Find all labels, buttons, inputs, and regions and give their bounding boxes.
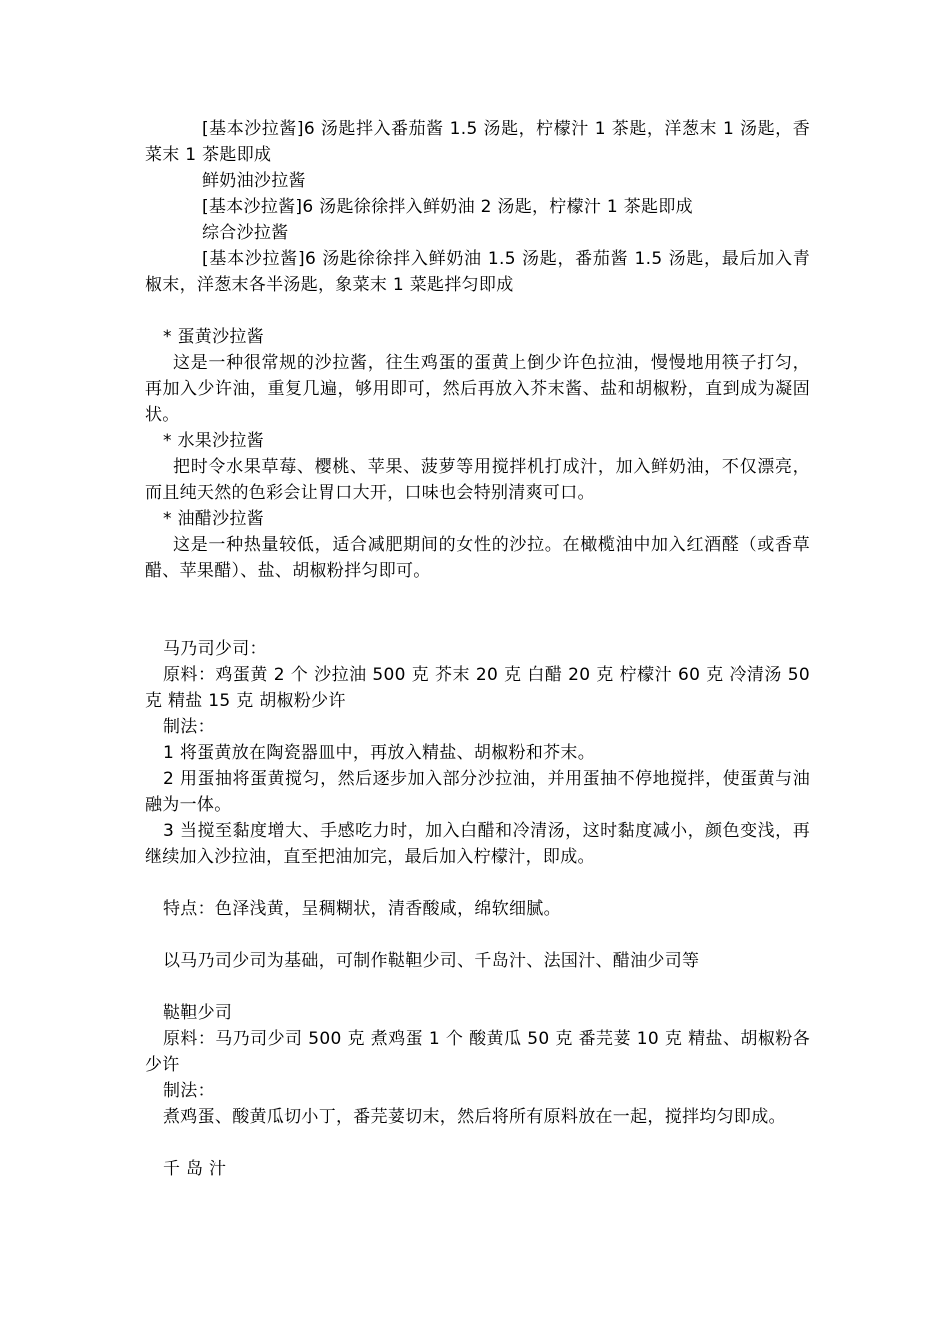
spacer	[145, 298, 810, 324]
paragraph-cream-dressing: [基本沙拉酱]6 汤匙徐徐拌入鲜奶油 2 汤匙，柠檬汁 1 茶匙即成	[202, 197, 693, 217]
paragraph-mayonnaise-derived: 以马乃司少司为基础，可制作鞑靼少司、千岛汁、法国汁、醋油少司等	[163, 951, 700, 971]
paragraph-mayonnaise-ingredients: 原料：鸡蛋黄 2 个 沙拉油 500 克 芥末 20 克 白醋 20 克 柠檬汁 60 克 冷清汤 50 克 精盐 15 克 胡椒粉少许	[145, 665, 810, 711]
paragraph-basic-ketchup: [基本沙拉酱]6 汤匙拌入番茄酱 1.5 汤匙，柠檬汁 1 茶匙，洋葱末 1 汤匙，香菜末 1 茶匙即成	[145, 119, 810, 165]
heading-mixed-dressing: 综合沙拉酱	[202, 223, 289, 243]
paragraph-mayonnaise-step-1: 1 将蛋黄放在陶瓷器皿中，再放入精盐、胡椒粉和芥末。	[163, 743, 596, 763]
heading-egg-yolk-dressing: * 蛋黄沙拉酱	[163, 327, 265, 347]
heading-tartar-sauce: 鞑靼少司	[163, 1003, 233, 1023]
paragraph-mixed-dressing: [基本沙拉酱]6 汤匙徐徐拌入鲜奶油 1.5 汤匙，番茄酱 1.5 汤匙，最后加入青椒末，洋葱末各半汤匙，象菜末 1 菜匙拌匀即成	[145, 249, 810, 295]
spacer	[145, 974, 810, 1000]
spacer	[145, 1130, 810, 1156]
paragraph-vinegar-dressing: 这是一种热量较低，适合减肥期间的女性的沙拉。在橄榄油中加入红酒醛（或香草醋、苹果醋）、盐、胡椒粉拌匀即可。	[145, 535, 810, 581]
paragraph-tartar-method: 煮鸡蛋、酸黄瓜切小丁，番芫荽切末，然后将所有原料放在一起，搅拌均匀即成。	[163, 1107, 786, 1127]
document-body	[145, 116, 810, 1182]
paragraph-mayonnaise-step-2: 2 用蛋抽将蛋黄搅匀，然后逐步加入部分沙拉油，并用蛋抽不停地搅拌，使蛋黄与油融为一体。	[145, 769, 810, 815]
paragraph-mayonnaise-step-3: 3 当搅至黏度增大、手感吃力时，加入白醋和冷清汤，这时黏度减小，颜色变浅，再继续加入沙拉油，直至把油加完，最后加入柠檬汁，即成。	[145, 821, 810, 867]
paragraph-mayonnaise-features: 特点：色泽浅黄，呈稠糊状，清香酸咸，绵软细腻。	[163, 899, 561, 919]
heading-fruit-dressing: * 水果沙拉酱	[163, 431, 265, 451]
label-tartar-method: 制法：	[163, 1081, 215, 1101]
paragraph-tartar-ingredients: 原料：马乃司少司 500 克 煮鸡蛋 1 个 酸黄瓜 50 克 番芫荽 10 克 精盐、胡椒粉各少许	[145, 1029, 810, 1075]
spacer	[145, 584, 810, 636]
heading-cream-dressing: 鲜奶油沙拉酱	[202, 171, 306, 191]
heading-thousand-island: 千 岛 汁	[163, 1159, 227, 1179]
spacer	[145, 870, 810, 896]
paragraph-fruit-dressing: 把时令水果草莓、樱桃、苹果、菠萝等用搅拌机打成汁，加入鲜奶油，不仅漂亮，而且纯天然的色彩会让胃口大开，口味也会特别清爽可口。	[145, 457, 810, 503]
spacer	[145, 922, 810, 948]
paragraph-egg-yolk-dressing: 这是一种很常规的沙拉酱，往生鸡蛋的蛋黄上倒少许色拉油，慢慢地用筷子打匀，再加入少许油，重复几遍，够用即可，然后再放入芥末酱、盐和胡椒粉，直到成为凝固状。	[145, 353, 810, 425]
label-mayonnaise-method: 制法：	[163, 717, 215, 737]
heading-vinegar-dressing: * 油醋沙拉酱	[163, 509, 265, 529]
heading-mayonnaise: 马乃司少司：	[163, 639, 267, 659]
